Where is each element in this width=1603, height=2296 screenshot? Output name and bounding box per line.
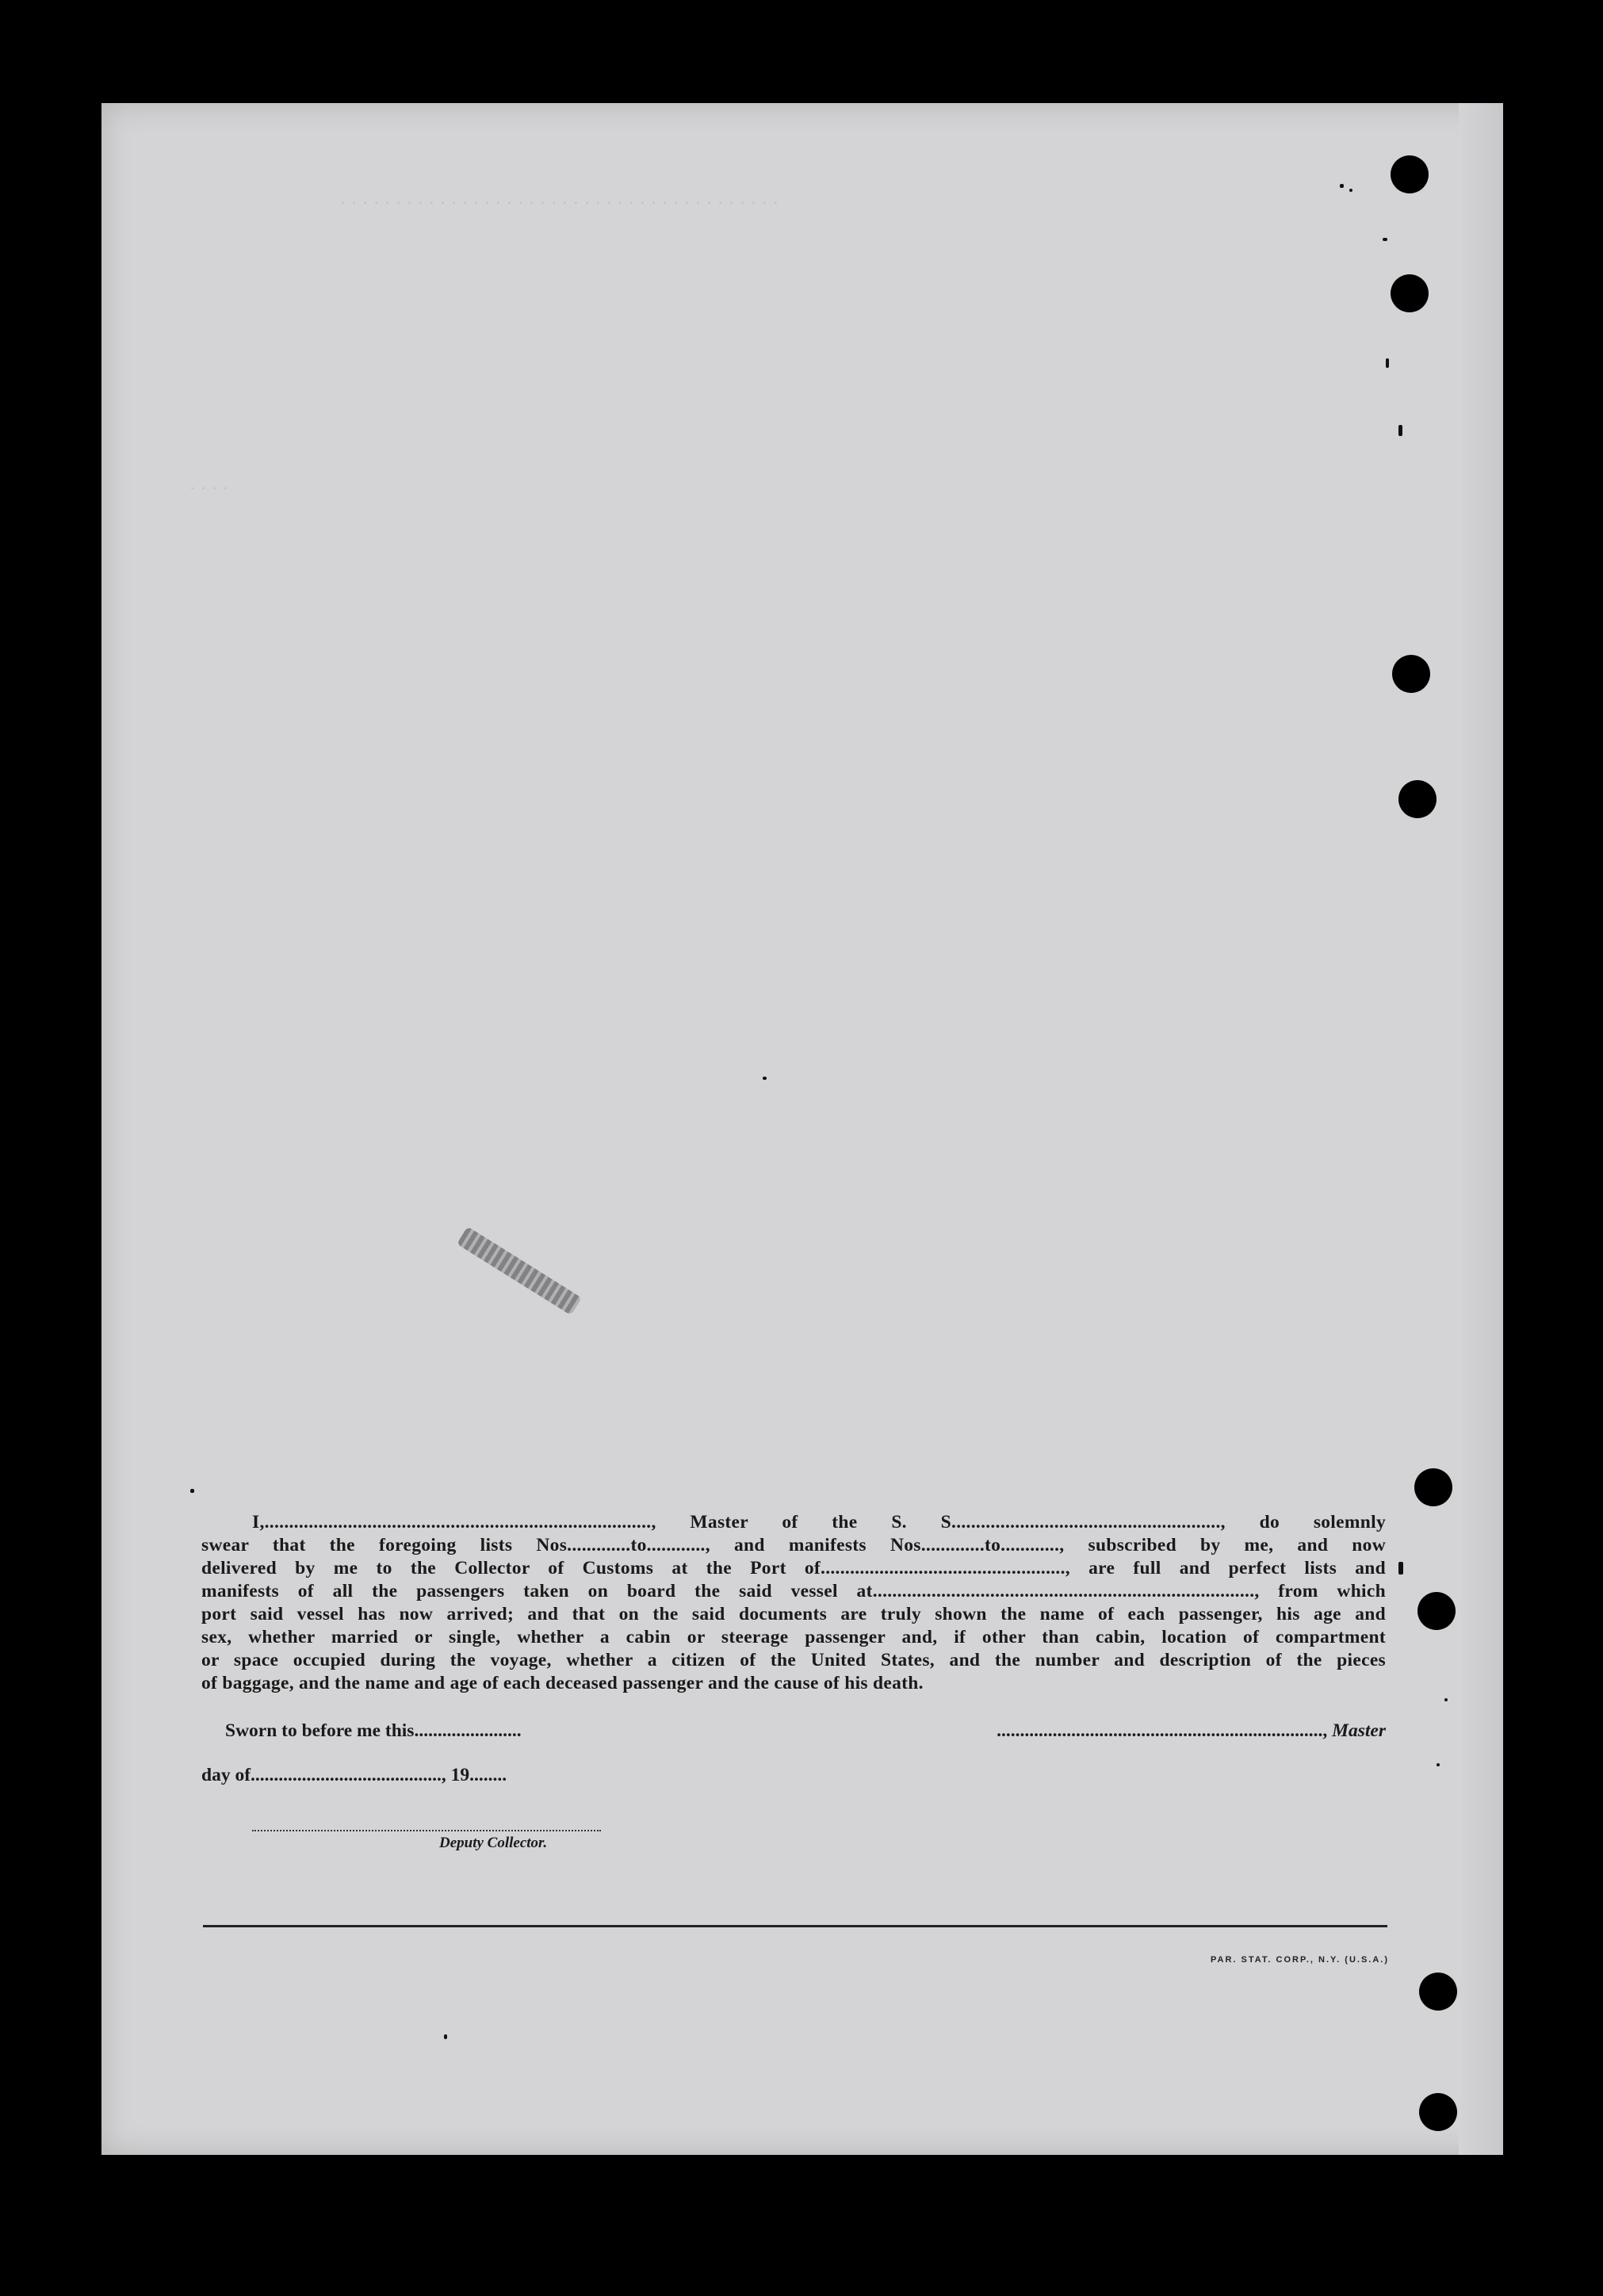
speck [1444,1698,1448,1701]
speck [1437,1763,1440,1766]
day-line: day of........................................., 19........ [201,1765,507,1785]
speck [1383,238,1387,241]
speck [1349,189,1352,192]
oath-line: port said vessel has now arrived; and that on the said documents are truly shown the name of each passenger, his age and [201,1604,1386,1624]
oath-line: sex, whether married or single, whether a cabin or steerage passenger and, if other than cabin, location of compartment [201,1627,1386,1647]
deputy-collector-label: Deputy Collector. [439,1835,548,1851]
oath-line: delivered by me to the Collector of Customs at the Port of.................................................., are full and perfect lists and [201,1558,1386,1578]
punch-hole [1414,1468,1452,1506]
punch-hole [1398,780,1437,818]
oath-line: of baggage, and the name and age of each deceased passenger and the cause of his death. [201,1673,924,1693]
oath-line: I,..............................................................................., Master of the S. S......................................................., do solemnly [252,1512,1386,1533]
punch-hole [1391,274,1429,312]
speck [190,1489,194,1493]
master-signature-block [899,1720,1386,1742]
punch-hole [1419,1973,1457,2011]
oath-paragraph [201,1511,1386,1695]
punch-hole [1392,655,1430,693]
sheet-edge [1459,103,1503,2155]
deputy-signature-line [252,1830,601,1831]
speck [444,2034,447,2039]
master-signature-line: ......................................................................, [997,1720,1328,1741]
master-label: Master [1332,1720,1386,1741]
oath-line: manifests of all the passengers taken on board the said vessel at.............................................................................., from which [201,1581,1386,1601]
printer-imprint: PAR. STAT. CORP., N.Y. (U.S.A.) [1211,1955,1389,1965]
oath-line: or space occupied during the voyage, whether a citizen of the United States, and the number and description of the pieces [201,1650,1386,1670]
punch-hole [1419,2093,1457,2131]
speck [1398,425,1402,436]
oath-line: swear that the foregoing lists Nos.............to............, and manifests Nos.............to............, subscribed by me, and now [201,1535,1386,1556]
bleed-through-text: . . . . . . . . . . . . . . . . . . . . . . . . . . . . . . . . . . . . . . . . [341,190,779,208]
speck [1386,358,1389,368]
bleed-through-text: . . . . [190,476,229,493]
speck [1340,184,1344,188]
bottom-rule [203,1925,1387,1927]
punch-hole [1391,155,1429,193]
speck [1398,1562,1403,1575]
document-sheet [101,103,1503,2155]
punch-hole [1417,1592,1456,1630]
speck [763,1077,767,1080]
sworn-line: Sworn to before me this....................... [225,1720,522,1741]
